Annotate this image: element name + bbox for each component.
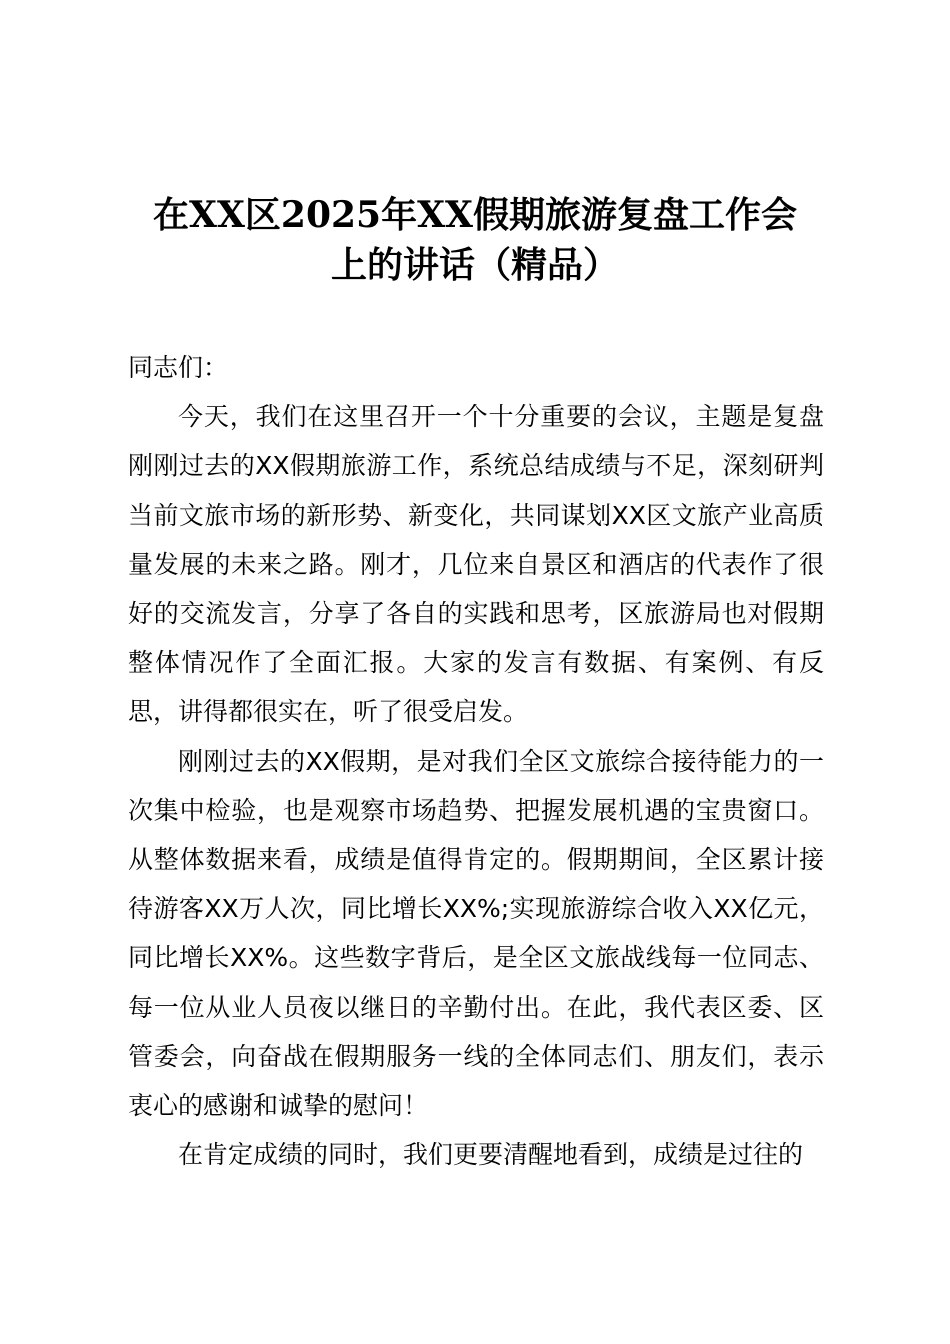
paragraph: 今天，我们在这里召开一个十分重要的会议，主题是复盘刚刚过去的XX假期旅游工作，系统总结成绩与不足，深刻研判当前文旅市场的新形势、新变化，共同谋划XX区文旅产业高质量发展的未来之路。刚才，几位来自景区和酒店的代表作了很好的交流发言，分享了各自的实践和思考，区旅游局也对假期整体情况作了全面汇报。大家的发言有数据、有案例、有反思，讲得都很实在，听了很受启发。 (128, 402, 824, 727)
page-title (100, 190, 850, 290)
title-line-1: 在XX区2025年XX假期旅游复盘工作会 (153, 194, 797, 236)
paragraph: 在肯定成绩的同时，我们更要清醒地看到，成绩是过往的 (178, 1140, 804, 1170)
speech-body (128, 343, 824, 1179)
title-line-2: 上的讲话（精品） (330, 244, 619, 286)
paragraph: 刚刚过去的XX假期，是对我们全区文旅综合接待能力的一次集中检验，也是观察市场趋势、把握发展机遇的宝贵窗口。从整体数据来看，成绩是值得肯定的。假期期间，全区累计接待游客XX万人次，同比增长XX%;实现旅游综合收入XX亿元，同比增长XX%。这些数字背后，是全区文旅战线每一位同志、每一位从业人员夜以继日的辛勤付出。在此，我代表区委、区管委会，向奋战在假期服务一线的全体同志们、朋友们，表示衷心的感谢和诚挚的慰问！ (128, 746, 824, 1121)
greeting: 同志们： (128, 353, 229, 382)
